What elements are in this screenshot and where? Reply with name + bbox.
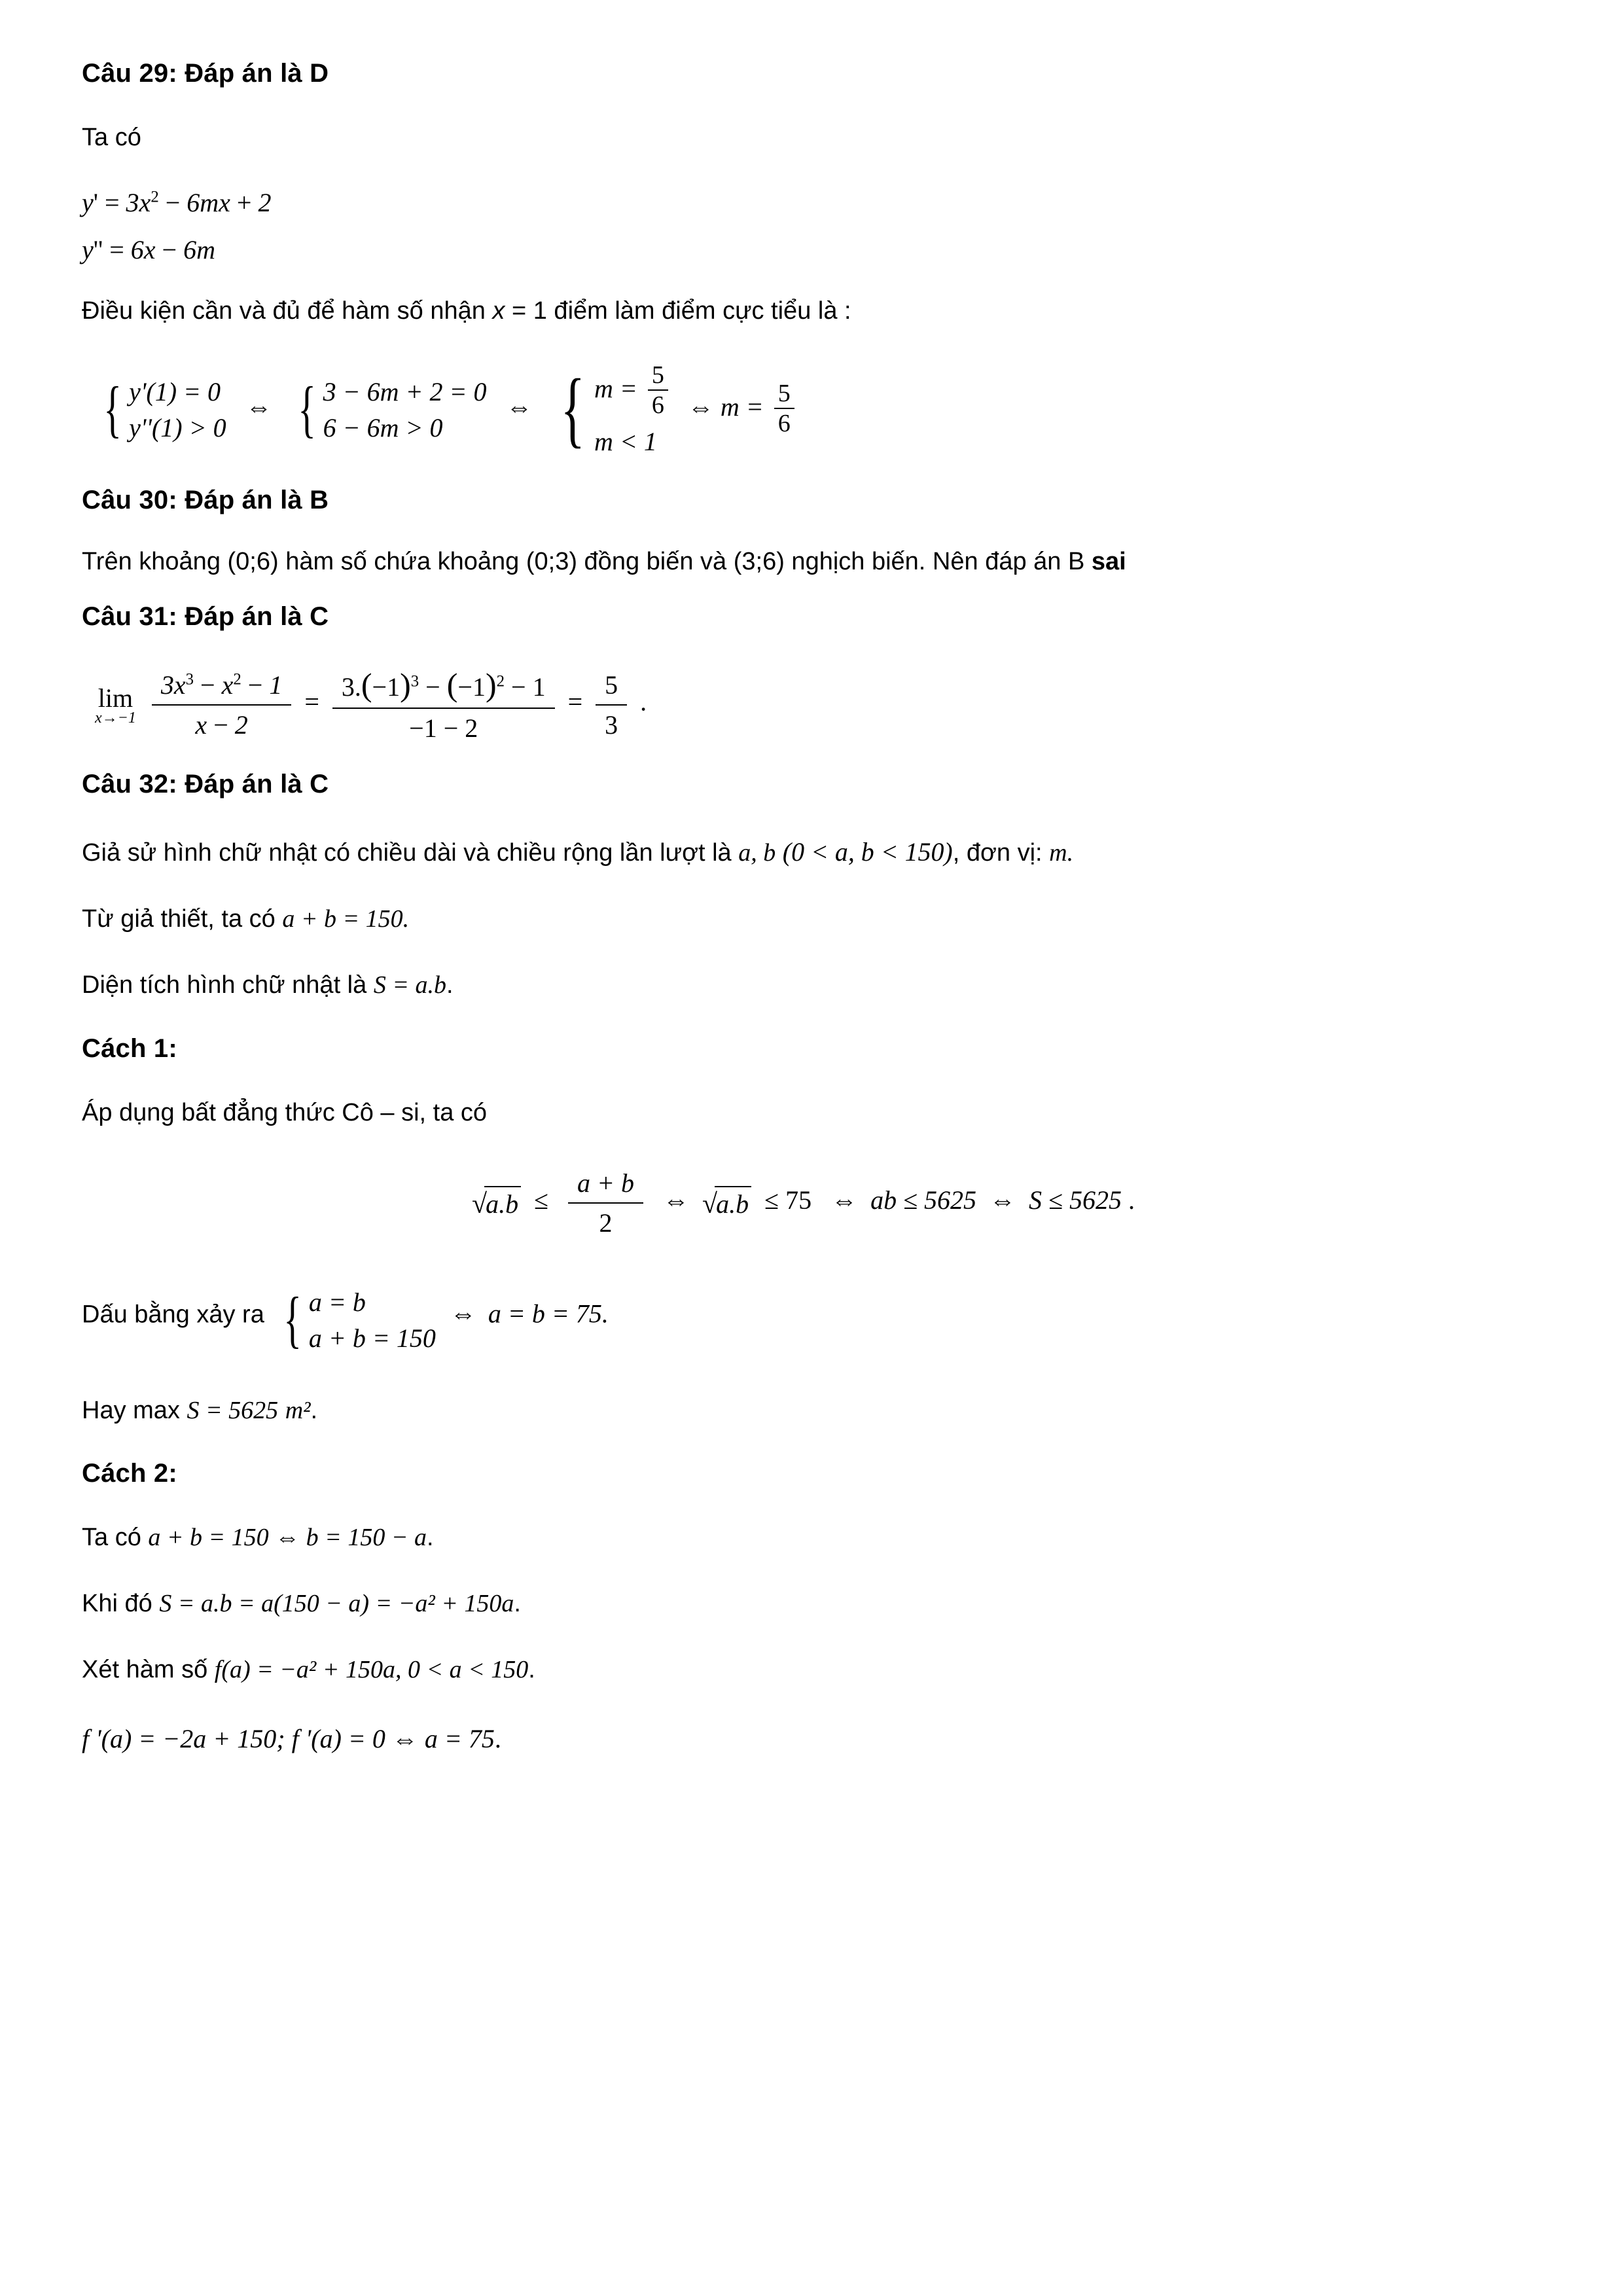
arrow-2: ⇔	[506, 391, 533, 422]
paragraph-gia-su	[82, 833, 1525, 871]
paragraph-cach2-l2	[82, 1586, 1525, 1622]
paragraph-cau30	[82, 544, 1525, 580]
period: .	[640, 687, 647, 717]
inequality-S: S ≤ 5625	[1029, 1185, 1122, 1215]
fraction-numerator: 5	[605, 670, 618, 700]
fraction-numerator: $3x^3 - x^2 - 1$	[160, 670, 283, 700]
gia-su-vars: a, b	[738, 839, 776, 867]
cach2-l3-before: Xét hàm số	[82, 1655, 215, 1683]
dau-bang-label: Dấu bằng xảy ra	[82, 1300, 264, 1329]
cach2-l1-math: a + b = 150 ⇔ b = 150 − a	[148, 1523, 427, 1551]
fraction-denominator: 3	[596, 704, 627, 740]
paragraph-ta-co: Ta có	[82, 124, 141, 151]
subheading-cach2: Cách 2:	[82, 1458, 177, 1488]
math-second-derivative: y'' = 6x − 6m	[82, 235, 215, 265]
equals-2: =	[567, 687, 583, 717]
equals-1: =	[304, 687, 319, 717]
limit-label: lim	[98, 683, 134, 713]
fraction-a-plus-b-over-2	[568, 1168, 643, 1238]
fraction-numerator: $3.(-1)^3 - (-1)^2 - 1$	[341, 666, 546, 704]
arrow-1: ⇔	[245, 391, 272, 422]
fraction-5-6	[648, 361, 668, 420]
limit-subscript: x→−1	[95, 709, 136, 726]
cach2-l2-math: S = a.b = a(150 − a) = −a² + 150a	[159, 1589, 514, 1617]
gia-su-range: (0 < a, b < 150)	[782, 837, 953, 867]
dau-bang-arrow: ⇔	[450, 1299, 476, 1329]
arrow-1: ⇔	[663, 1185, 690, 1215]
system-right-row-1	[594, 359, 672, 423]
brace-icon: {	[103, 374, 122, 444]
subheading-cach1: Cách 1:	[82, 1033, 177, 1063]
paragraph-ap-dung: Áp dụng bất đẳng thức Cô – si, ta có	[82, 1098, 488, 1126]
system-middle	[292, 374, 487, 446]
limit-fraction-2	[332, 666, 555, 744]
fraction-numerator: 5	[651, 361, 664, 389]
section-cau31	[82, 602, 1525, 744]
dau-bang-row-2: a + b = 150	[308, 1323, 436, 1353]
dien-tich-after: .	[446, 971, 454, 999]
section-heading-cau30: Câu 30: Đáp án là B	[82, 486, 329, 515]
cau30-text: Trên khoảng (0;6) hàm số chứa khoảng (0;3) đồng biến và (3;6) nghịch biến. Nên đáp án B	[82, 548, 1092, 576]
dien-tich-math: S = a.b	[373, 971, 446, 999]
sqrt-radicand: a.b	[484, 1186, 521, 1219]
system-right	[552, 359, 672, 459]
system-mid-row-2: 6 − 6m > 0	[323, 412, 443, 442]
brace-icon: {	[560, 361, 585, 456]
section-heading-cau31: Câu 31: Đáp án là C	[82, 602, 329, 632]
limit-fraction-1	[152, 670, 291, 740]
section-heading-cau32: Câu 32: Đáp án là C	[82, 770, 329, 799]
hay-period: .	[310, 1396, 318, 1424]
section-heading-cau29: Câu 29: Đáp án là D	[82, 59, 329, 88]
fraction-denominator: 2	[568, 1202, 643, 1238]
inequality-ab: ab ≤ 5625	[870, 1185, 977, 1215]
limit-operator	[95, 683, 136, 727]
cach2-l3-math: f(a) = −a² + 150a, 0 < a < 150	[214, 1655, 529, 1683]
system-dau-bang	[277, 1284, 436, 1356]
hay-label: Hay max	[82, 1396, 180, 1424]
arrow-2: ⇔	[831, 1185, 858, 1215]
hay-math: S = 5625	[187, 1396, 279, 1424]
hay-unit: m²	[285, 1396, 311, 1424]
brace-icon: {	[283, 1284, 302, 1355]
system-left-row-2: y''(1) > 0	[129, 412, 226, 442]
radical-icon: √	[472, 1189, 488, 1219]
cach2-l1-after: .	[426, 1523, 434, 1551]
section-cau29	[82, 59, 1525, 459]
section-cau30	[82, 486, 1525, 580]
gia-su-before: Giả sử hình chữ nhật có chiều dài và chiều rộng lần lượt là	[82, 839, 739, 867]
arrow-3: ⇔	[990, 1185, 1016, 1215]
paragraph-hay-max	[82, 1393, 1525, 1429]
system-mid-row-1: 3 − 6m + 2 = 0	[323, 376, 487, 406]
fraction-numerator: 5	[777, 379, 791, 407]
fraction-numerator: a + b	[577, 1168, 635, 1198]
condition-text-before: Điều kiện cần và đủ để hàm số nhận	[82, 297, 493, 325]
cach2-l4-after: .	[494, 1724, 501, 1754]
fraction-denominator: 6	[648, 389, 668, 420]
period: .	[1128, 1185, 1135, 1215]
fraction-denominator: 6	[774, 408, 794, 438]
cach2-l1-before: Ta có	[82, 1523, 149, 1551]
paragraph-tu-gia-thiet	[82, 901, 1525, 937]
paragraph-dien-tich	[82, 967, 1525, 1003]
tu-gia-thiet-math: a + b = 150.	[282, 905, 410, 933]
gia-su-after: , đơn vị:	[952, 839, 1050, 867]
section-cau32	[82, 770, 1525, 1756]
system-left-row-1: y'(1) = 0	[129, 376, 221, 406]
cach2-l3-after: .	[528, 1655, 535, 1683]
condition-eq: = 1	[505, 297, 547, 325]
paragraph-condition	[82, 293, 1525, 329]
condition-var: x	[492, 297, 505, 325]
fraction-final-5-6	[774, 379, 794, 438]
paragraph-cach2-l3	[82, 1652, 1525, 1688]
radical-icon: √	[702, 1189, 718, 1219]
brace-icon: {	[297, 374, 316, 444]
limit-result-fraction	[596, 670, 627, 740]
system-right-row-2: m < 1	[594, 427, 657, 457]
le-1: ≤	[534, 1185, 549, 1215]
math-derivatives	[82, 186, 1525, 267]
system-left	[98, 374, 226, 446]
paragraph-cach2-l1	[82, 1520, 1525, 1556]
sqrt-radicand: a.b	[715, 1186, 751, 1219]
system-right-m-eq: m =	[594, 374, 637, 404]
cach2-l2-after: .	[514, 1589, 521, 1617]
math-inequality-cosi	[82, 1168, 1525, 1238]
condition-text-mid: điểm làm điểm cực tiểu là :	[546, 297, 851, 325]
math-cach2-derivative	[82, 1722, 1525, 1756]
sqrt-ab-2	[702, 1186, 751, 1220]
fraction-denominator: −1 − 2	[332, 708, 555, 744]
math-limit-cau31	[82, 666, 1525, 744]
system-final	[687, 379, 798, 437]
gia-su-unit: m.	[1049, 839, 1074, 867]
system-final-text: ⇔ m =	[687, 391, 764, 422]
cach2-l2-before: Khi đó	[82, 1589, 160, 1617]
cach2-l4-math: f '(a) = −2a + 150; f '(a) = 0 ⇔ a = 75	[82, 1724, 495, 1754]
math-system-cau29	[82, 359, 1525, 459]
sqrt-ab-1	[472, 1186, 521, 1220]
math-first-derivative: $y' = 3x^2 - 6mx + 2$	[82, 188, 272, 218]
math-dau-bang	[82, 1284, 1525, 1356]
dien-tich-before: Diện tích hình chữ nhật là	[82, 971, 374, 999]
cau30-bold: sai	[1091, 548, 1126, 576]
fraction-denominator: x − 2	[152, 704, 291, 740]
dau-bang-row-1: a = b	[308, 1287, 366, 1317]
dau-bang-result: a = b = 75.	[488, 1299, 609, 1329]
tu-gia-thiet-before: Từ giả thiết, ta có	[82, 905, 283, 933]
le-2: ≤ 75	[764, 1185, 812, 1215]
